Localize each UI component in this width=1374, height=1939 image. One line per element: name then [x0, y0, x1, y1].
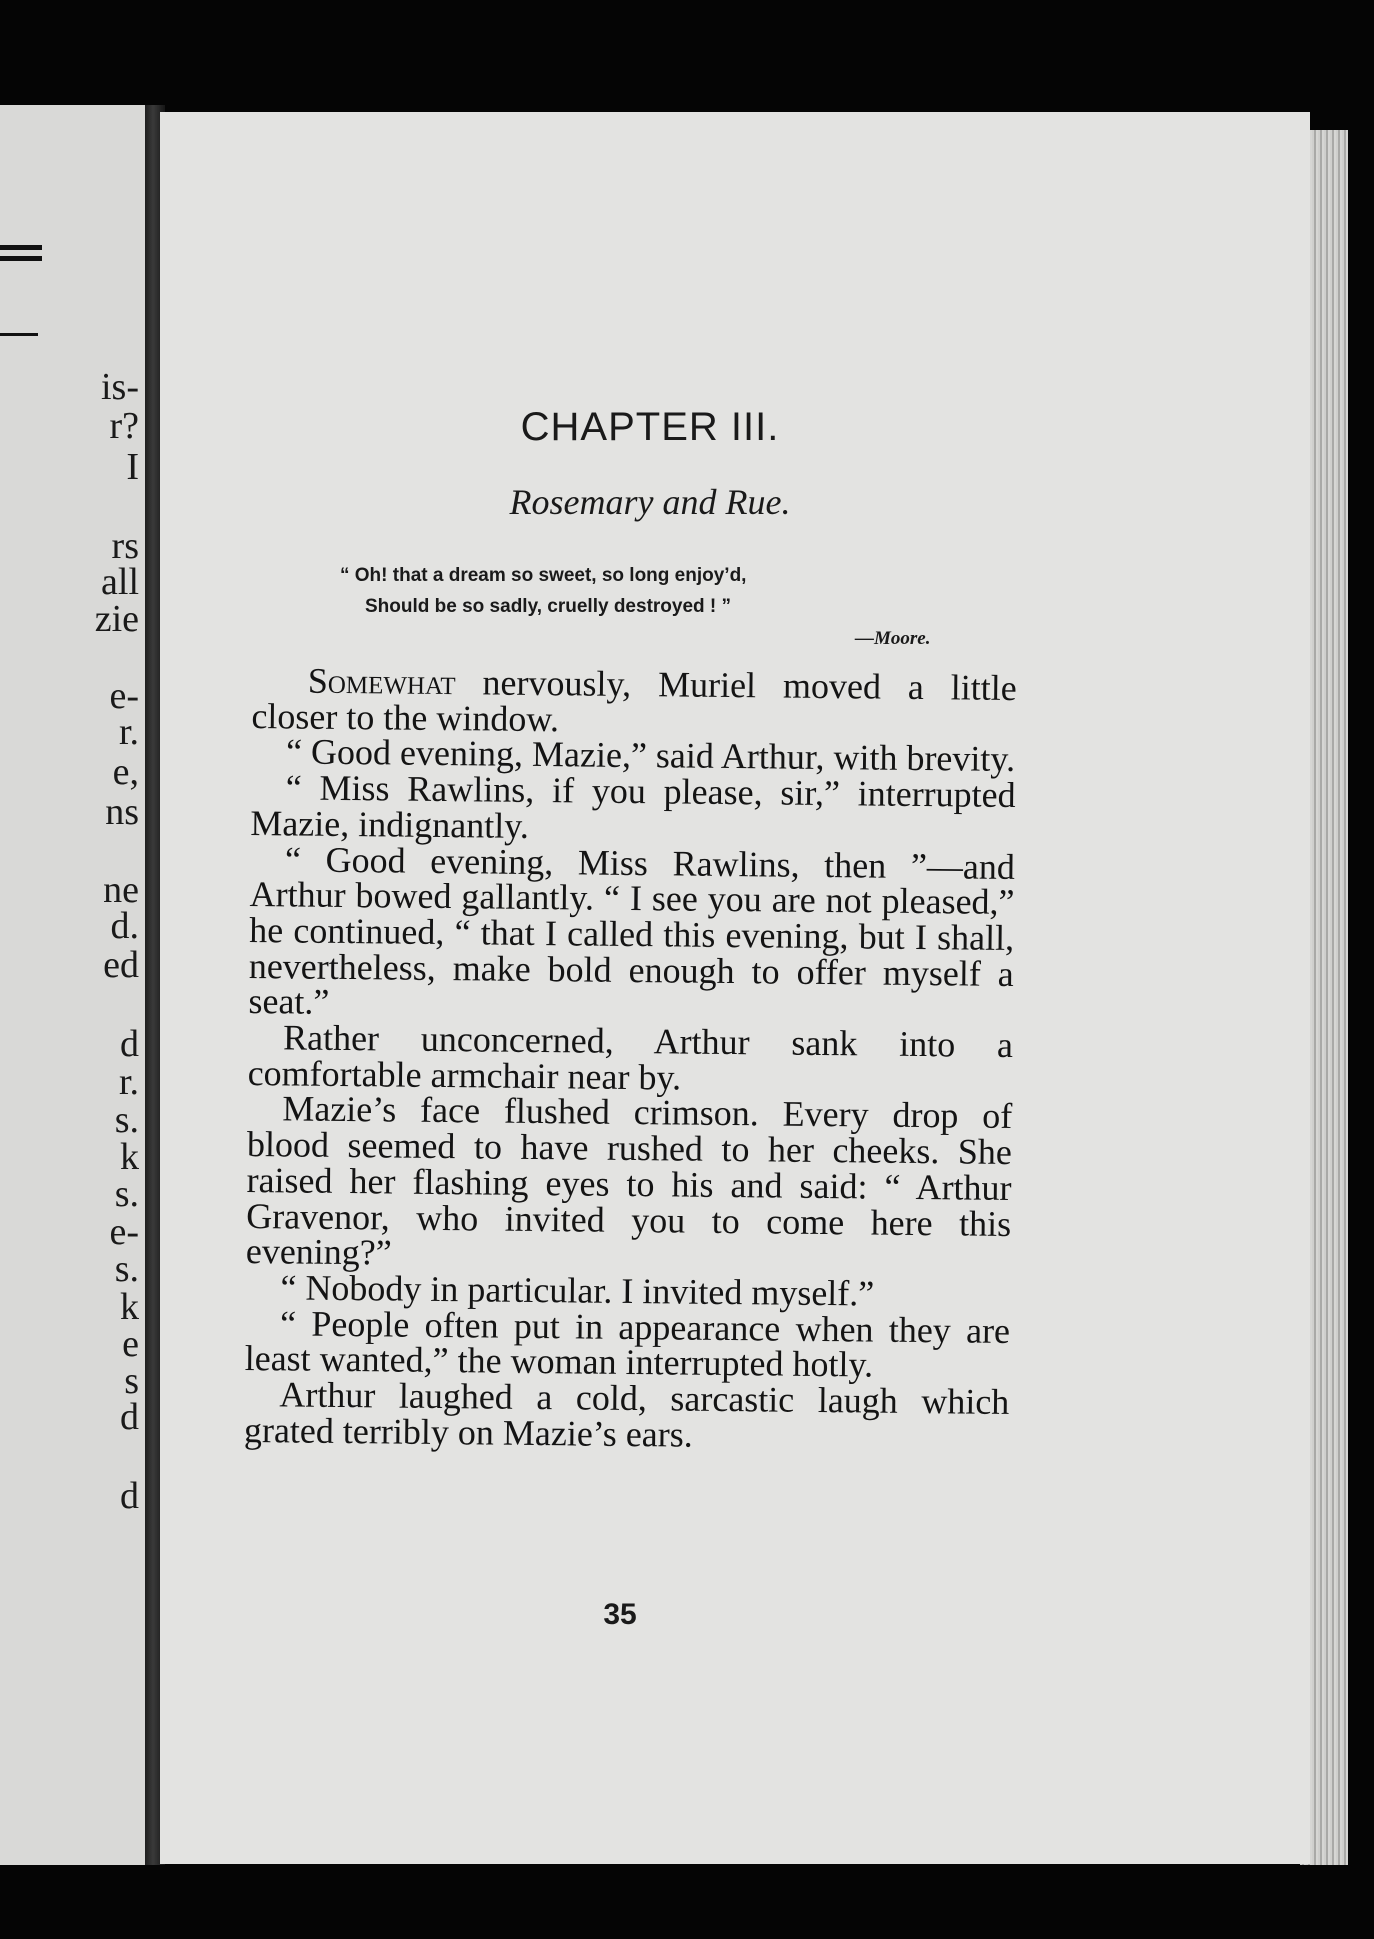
left-fragment: d [120, 1396, 139, 1438]
left-fragment: r. [118, 711, 139, 753]
left-fragment: s. [114, 1248, 139, 1290]
short-rule [0, 333, 38, 336]
left-fragment: e [122, 1323, 139, 1365]
paragraph: “ Miss Rawlins, if you please, sir,” interrupted Mazie, indignantly. [250, 767, 1016, 846]
paragraph [251, 660, 1017, 742]
left-fragment: d. [110, 905, 139, 947]
left-fragment: e- [109, 1211, 139, 1253]
left-fragment: e, [112, 751, 139, 793]
paragraph: “ Nobody in particular. I invited myself.” [280, 1267, 875, 1314]
paragraph: Arthur laughed a cold, sarcastic laugh which grated terribly on Mazie’s ears. [243, 1374, 1010, 1455]
left-fragment: zie [94, 598, 139, 640]
left-fragment: ed [103, 944, 139, 986]
epigraph-line: Should be so sadly, cruelly destroyed ! ” [365, 596, 732, 617]
left-fragment: k [120, 1286, 139, 1328]
page-number: 35 [603, 1598, 637, 1631]
double-rule-bottom [0, 256, 42, 261]
paragraph: “ People often put in appearance when they are least wanted,” the woman interrupted hotly. [244, 1302, 1011, 1385]
paragraph: Mazie’s face flushed crimson. Every drop of blood seemed to have rushed to her cheeks. She raised her flashing eyes to his and said: “ Arthur Gravenor, who invited you to come here this evening?” [245, 1088, 1013, 1273]
paragraph: Rather unconcerned, Arthur sank into a comfortable armchair near by. [247, 1017, 1014, 1098]
chapter-body [243, 660, 1017, 1456]
left-fragment: k [120, 1136, 139, 1178]
left-fragment: e- [109, 675, 139, 717]
left-fragment: ne [103, 869, 139, 911]
left-fragment: I [126, 446, 139, 488]
left-fragment: r. [118, 1061, 139, 1103]
left-fragment: is- [101, 366, 139, 408]
left-fragment: s. [114, 1173, 139, 1215]
left-fragment: s. [114, 1099, 139, 1141]
left-page-fragment [0, 105, 145, 1865]
chapter-title: CHAPTER III. [520, 405, 780, 449]
paragraph: “ Good evening, Miss Rawlins, then ”—and Arthur bowed gallantly. “ I see you are not pleased,” he continued, “ that I called this evening, but I shall, nevertheless, make bold enough to offer myself a seat.” [248, 838, 1016, 1023]
left-fragment: d [120, 1475, 139, 1517]
epigraph-attribution: —Moore. [855, 628, 931, 649]
epigraph-line: “ Oh! that a dream so sweet, so long enjoy’d, [340, 565, 747, 586]
left-fragment: all [101, 561, 139, 603]
left-fragment: ns [105, 791, 139, 833]
epigraph [340, 560, 980, 622]
left-fragment: d [120, 1023, 139, 1065]
double-rule-top [0, 245, 42, 250]
paragraph: “ Good evening, Mazie,” said Arthur, with brevity. [285, 731, 1016, 780]
left-fragment: r? [109, 405, 139, 447]
chapter-subtitle: Rosemary and Rue. [509, 482, 791, 522]
left-fragment: rs [111, 525, 139, 567]
lead-word: Somewhat [307, 660, 456, 703]
left-fragment: s [124, 1360, 139, 1402]
paragraph-text: nervously, Muriel moved a little closer to the window. [251, 662, 1017, 739]
